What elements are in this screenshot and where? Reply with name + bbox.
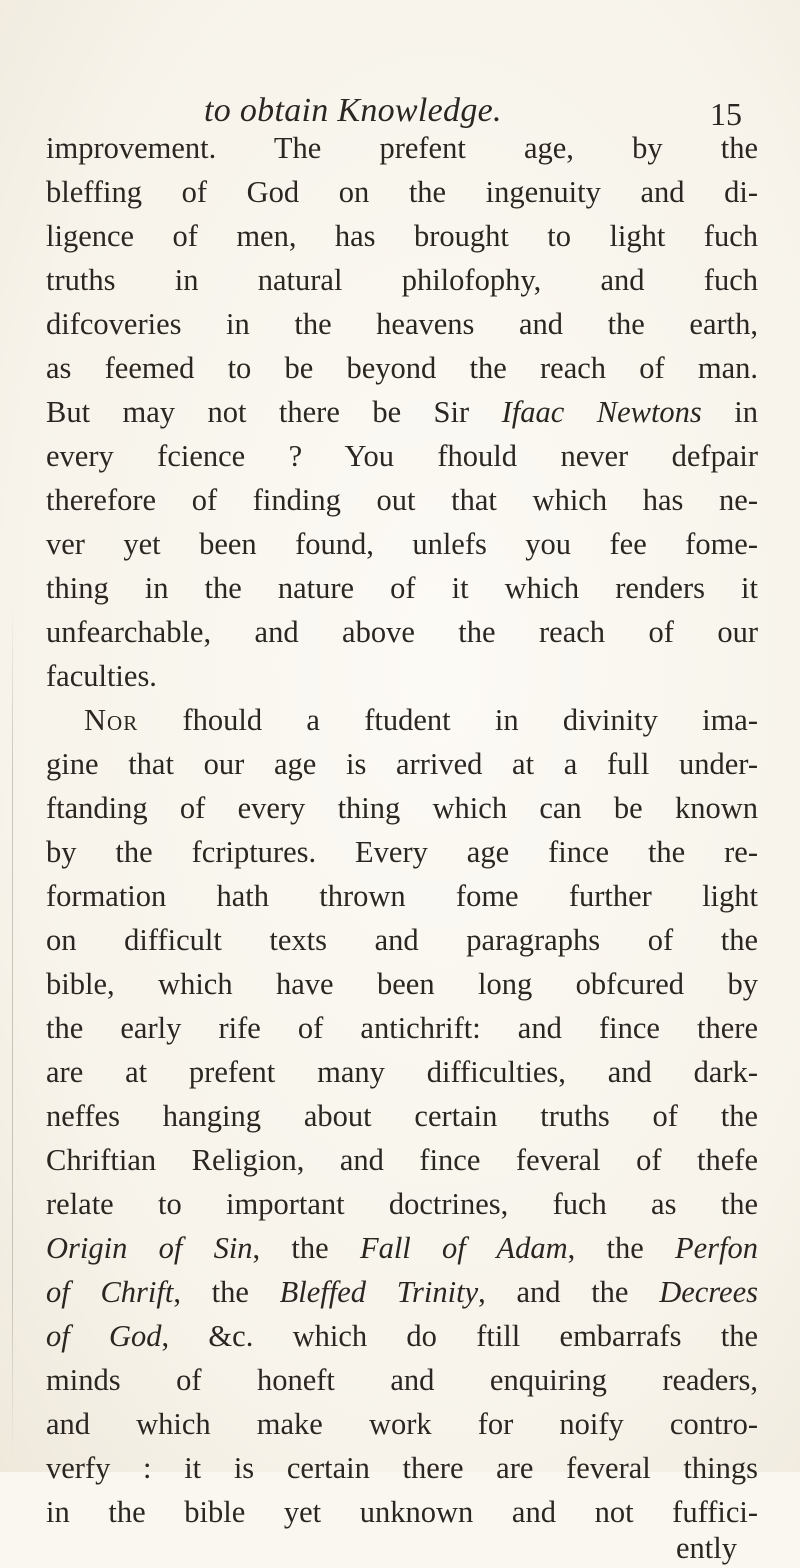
text-line: ver yet been found, unlefs you fee fome- (46, 527, 758, 561)
italic-term: Origin of Sin (46, 1231, 253, 1265)
text-line (46, 392, 758, 432)
text-line: bleffing of God on the ingenuity and di- (46, 175, 758, 209)
text-run: , &c. which do ftill embarrafs the (161, 1319, 758, 1353)
text-line: formation hath thrown fome further light (46, 879, 758, 913)
running-title: to obtain Knowledge. (204, 92, 502, 129)
text-line: are at prefent many difficulties, and dark- (46, 1055, 758, 1089)
text-line: every fcience ? You fhould never defpair (46, 439, 758, 473)
text-line: and which make work for noify contro- (46, 1407, 758, 1441)
text-run: But may not there be Sir (46, 395, 502, 429)
paragraph-start-line (84, 700, 758, 740)
small-caps-word: Nor (84, 703, 139, 737)
text-line: ligence of men, has brought to light fuch (46, 219, 758, 253)
text-line: truths in natural philofophy, and fuch (46, 263, 758, 297)
italic-term: Perfon (674, 1231, 758, 1265)
text-line: Chriftian Religion, and fince feveral of thefe (46, 1143, 758, 1177)
text-line: verfy : it is certain there are feveral things (46, 1451, 758, 1485)
text-line (46, 1272, 758, 1312)
text-line (46, 1316, 758, 1356)
text-line: faculties. (46, 659, 157, 693)
text-line: minds of honeft and enquiring readers, (46, 1363, 758, 1397)
text-line: relate to important doctrines, fuch as the (46, 1187, 758, 1221)
text-line: unfearchable, and above the reach of our (46, 615, 758, 649)
text-line: as feemed to be beyond the reach of man. (46, 351, 758, 385)
italic-term: Decrees (659, 1275, 758, 1309)
text-line: thing in the nature of it which renders it (46, 571, 758, 605)
text-line: bible, which have been long obfcured by (46, 967, 758, 1001)
italic-term: of Chrift (46, 1275, 174, 1309)
text-run: in (701, 395, 758, 429)
text-line: neffes hanging about certain truths of the (46, 1099, 758, 1133)
text-line: improvement. The prefent age, by the (46, 131, 758, 165)
catchword: ently (676, 1531, 737, 1565)
page-header (0, 92, 800, 132)
italic-term: Fall of Adam (359, 1231, 568, 1265)
text-line: on difficult texts and paragraphs of the (46, 923, 758, 957)
text-run: , and the (478, 1275, 660, 1309)
text-run: , the (173, 1275, 280, 1309)
binding-edge (12, 600, 13, 1460)
text-line: therefore of finding out that which has ne- (46, 483, 758, 517)
text-line: gine that our age is arrived at a full under- (46, 747, 758, 781)
text-line: by the fcriptures. Every age fince the re- (46, 835, 758, 869)
italic-term: Bleffed Trinity (279, 1275, 479, 1309)
text-line: in the bible yet unknown and not fuffici- (46, 1495, 758, 1529)
text-run: fhould a ftudent in divinity ima- (138, 703, 758, 737)
text-line: ftanding of every thing which can be known (46, 791, 758, 825)
page-number: 15 (710, 96, 742, 132)
text-line (46, 1228, 758, 1268)
italic-name: Ifaac Newtons (501, 395, 702, 429)
text-run: , the (567, 1231, 675, 1265)
text-run: , the (252, 1231, 360, 1265)
text-line: difcoveries in the heavens and the earth, (46, 307, 758, 341)
text-line: the early rife of antichrift: and fince there (46, 1011, 758, 1045)
italic-term: of God (46, 1319, 162, 1353)
